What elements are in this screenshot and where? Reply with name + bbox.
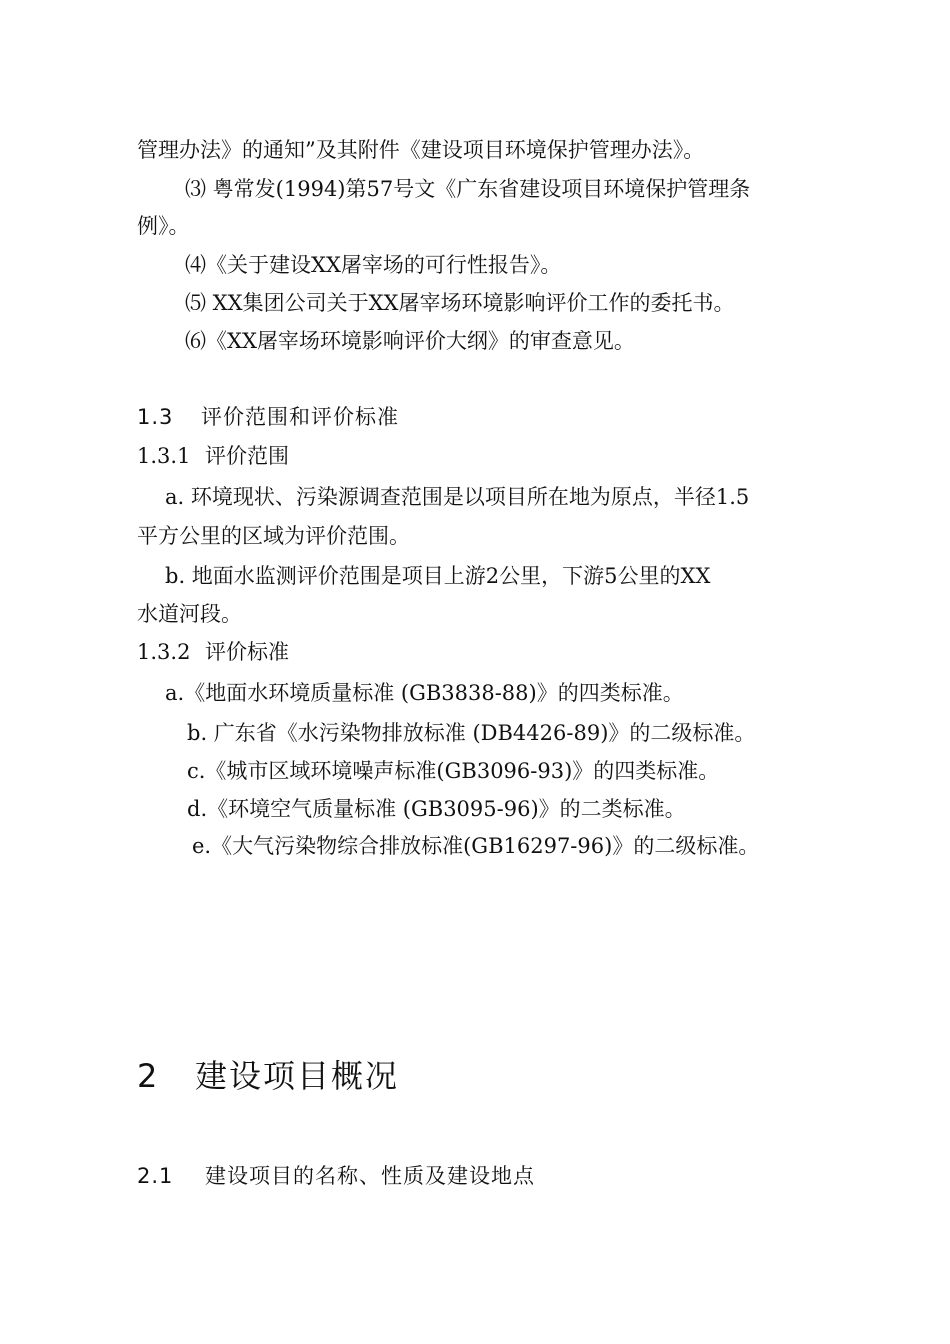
doc-line: ⑶ 粤常发(1994)第57号文《广东省建设项目环境保护管理条 <box>185 177 751 201</box>
subsection-number: 1.3.2 <box>137 640 191 664</box>
standard-item: e.《大气污染物综合排放标准(GB16297-96)》的二级标准。 <box>192 834 760 858</box>
section-heading <box>137 403 399 431</box>
doc-line: a. 环境现状、污染源调查范围是以项目所在地为原点，半径1.5 <box>165 485 750 509</box>
doc-line: ⑷《关于建设XX屠宰场的可行性报告》。 <box>185 253 562 277</box>
standard-item: c.《城市区域环境噪声标准(GB3096-93)》的四类标准。 <box>187 759 720 783</box>
subsection-title: 评价范围 <box>205 444 289 468</box>
chapter-heading <box>137 1056 399 1096</box>
section-title: 评价范围和评价标准 <box>201 405 399 429</box>
section-heading <box>137 1162 535 1190</box>
doc-line: ⑹《XX屠宰场环境影响评价大纲》的审查意见。 <box>185 329 635 353</box>
section-number: 1.3 <box>137 405 174 429</box>
subsection-heading <box>137 638 289 666</box>
doc-line: b. 地面水监测评价范围是项目上游2公里，下游5公里的XX <box>165 564 711 588</box>
subsection-number: 1.3.1 <box>137 444 191 468</box>
section-number: 2.1 <box>137 1164 174 1188</box>
standard-item: b. 广东省《水污染物排放标准 (DB4426-89)》的二级标准。 <box>187 721 756 745</box>
subsection-heading <box>137 442 289 470</box>
standard-item: d.《环境空气质量标准 (GB3095-96)》的二类标准。 <box>187 797 686 821</box>
doc-line: ⑸ XX集团公司关于XX屠宰场环境影响评价工作的委托书。 <box>185 291 735 315</box>
doc-line: 平方公里的区域为评价范围。 <box>137 524 410 548</box>
doc-line: 例》。 <box>137 214 190 238</box>
section-title: 建设项目的名称、性质及建设地点 <box>205 1164 535 1188</box>
chapter-title: 建设项目概况 <box>195 1057 400 1095</box>
chapter-number: 2 <box>137 1057 160 1095</box>
doc-line: 水道河段。 <box>137 602 242 626</box>
subsection-title: 评价标准 <box>205 640 289 664</box>
doc-line: 管理办法》的通知”及其附件《建设项目环境保护管理办法》。 <box>137 138 705 162</box>
standard-item: a.《地面水环境质量标准 (GB3838-88)》的四类标准。 <box>165 681 684 705</box>
